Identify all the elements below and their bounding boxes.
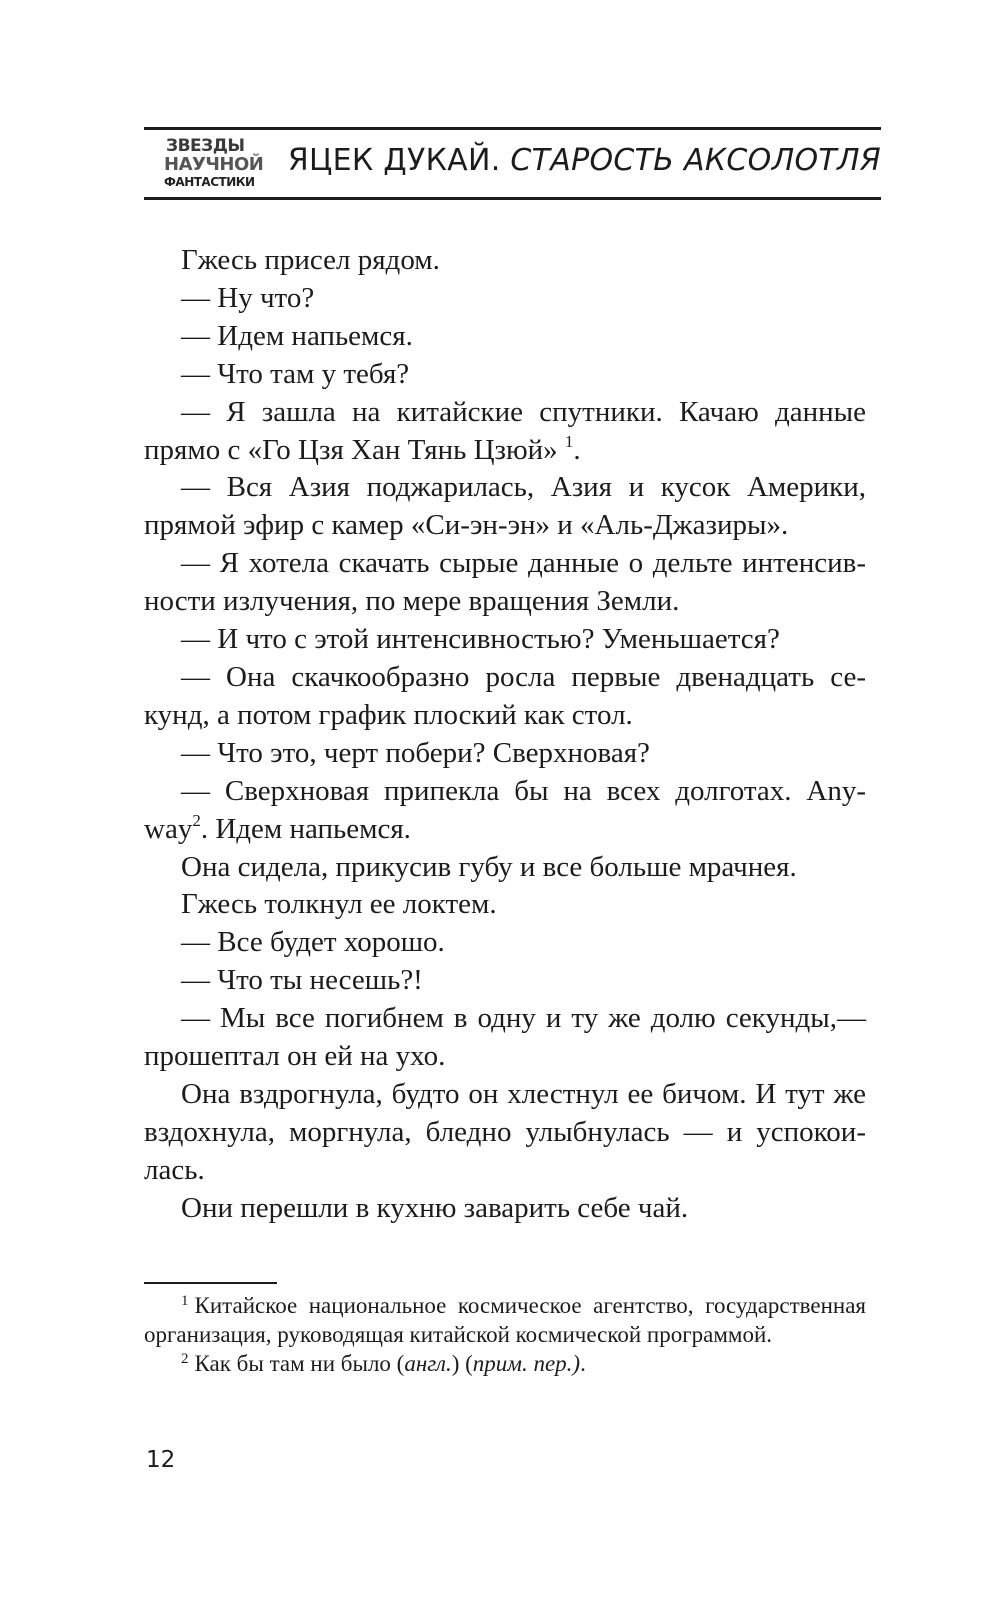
header-bottom-rule xyxy=(144,197,881,200)
running-header-book-title: СТАРОСТЬ АКСОЛОТЛЯ xyxy=(510,143,881,178)
logo-line-3: ФАНТАСТИКИ xyxy=(164,175,255,189)
footnote-ref-2[interactable]: 2 xyxy=(192,810,201,830)
paragraph: — Мы все погибнем в одну и ту же долю секунды,— прошептал он ей на ухо. xyxy=(144,1002,866,1073)
paragraph: — Я зашла на китайские спутники. Качаю данные прямо с «Го Цзя Хан Тянь Цзюй» $^1$. xyxy=(144,395,866,466)
paragraph: Она сидела, прикусив губу и все больше мрачнея. xyxy=(181,850,797,883)
paragraph: — Все будет хорошо. xyxy=(181,926,445,959)
running-header xyxy=(288,143,881,178)
paragraph: — Я хотела скачать сырые данные о дельте интенсивности излучения, по мере вращения Земли. xyxy=(144,547,866,618)
paragraph: — Что там у тебя? xyxy=(181,357,410,390)
paragraph: — Ну что? xyxy=(181,281,315,314)
paragraph: Они перешли в кухню заварить себе чай. xyxy=(181,1191,689,1224)
paragraph: Гжесь присел рядом. xyxy=(181,244,440,276)
paragraph: — Вся Азия поджарилась, Азия и кусок Америки, прямой эфир с камер «Си-эн-эн» и «Аль-Джазиры». xyxy=(144,471,866,542)
footnote-2: $^2$ Как бы там ни было (англ.) (прим. пер.). xyxy=(181,1351,586,1376)
footnote-mark: 1 xyxy=(181,1293,189,1309)
header-top-rule xyxy=(144,127,881,130)
paragraph: — И что с этой интенсивностью? Уменьшается? xyxy=(181,623,780,656)
running-header-author: ЯЦЕК ДУКАЙ. xyxy=(287,143,501,178)
page-number: 12 xyxy=(146,1447,176,1473)
paragraph: — Что ты несешь?! xyxy=(181,964,423,997)
footnote-1: $^1$ Китайское национальное космическое агентство, государственная организация, руководящая китайской космической программой. xyxy=(144,1293,866,1347)
paragraph: — Сверхновая припекла бы на всех долготах. Anyway$^2$. Идем напьемся. xyxy=(144,774,866,845)
paragraph: — Она скачкообразно росла первые двенадцать секунд, а потом график плоский как стол. xyxy=(144,660,866,731)
footnotes xyxy=(144,1291,866,1378)
paragraph: — Идем напьемся. xyxy=(181,319,413,352)
footnote-separator xyxy=(144,1282,277,1284)
series-logo xyxy=(160,134,280,194)
logo-line-2: НАУЧНОЙ xyxy=(164,154,264,175)
footnote-mark: 2 xyxy=(181,1351,189,1367)
footnote-ref-1[interactable]: 1 xyxy=(564,431,574,451)
paragraph: Гжесь толкнул ее локтем. xyxy=(181,888,497,921)
paragraph: — Что это, черт побери? Сверхновая? xyxy=(181,736,650,769)
logo-line-1: ЗВЕЗДЫ xyxy=(166,136,245,156)
paragraph: Она вздрогнула, будто он хлестнул ее бичом. И тут же вздохнула, моргнула, бледно улыбнулась — и успокоилась. xyxy=(144,1077,866,1186)
main-text xyxy=(144,242,866,1228)
